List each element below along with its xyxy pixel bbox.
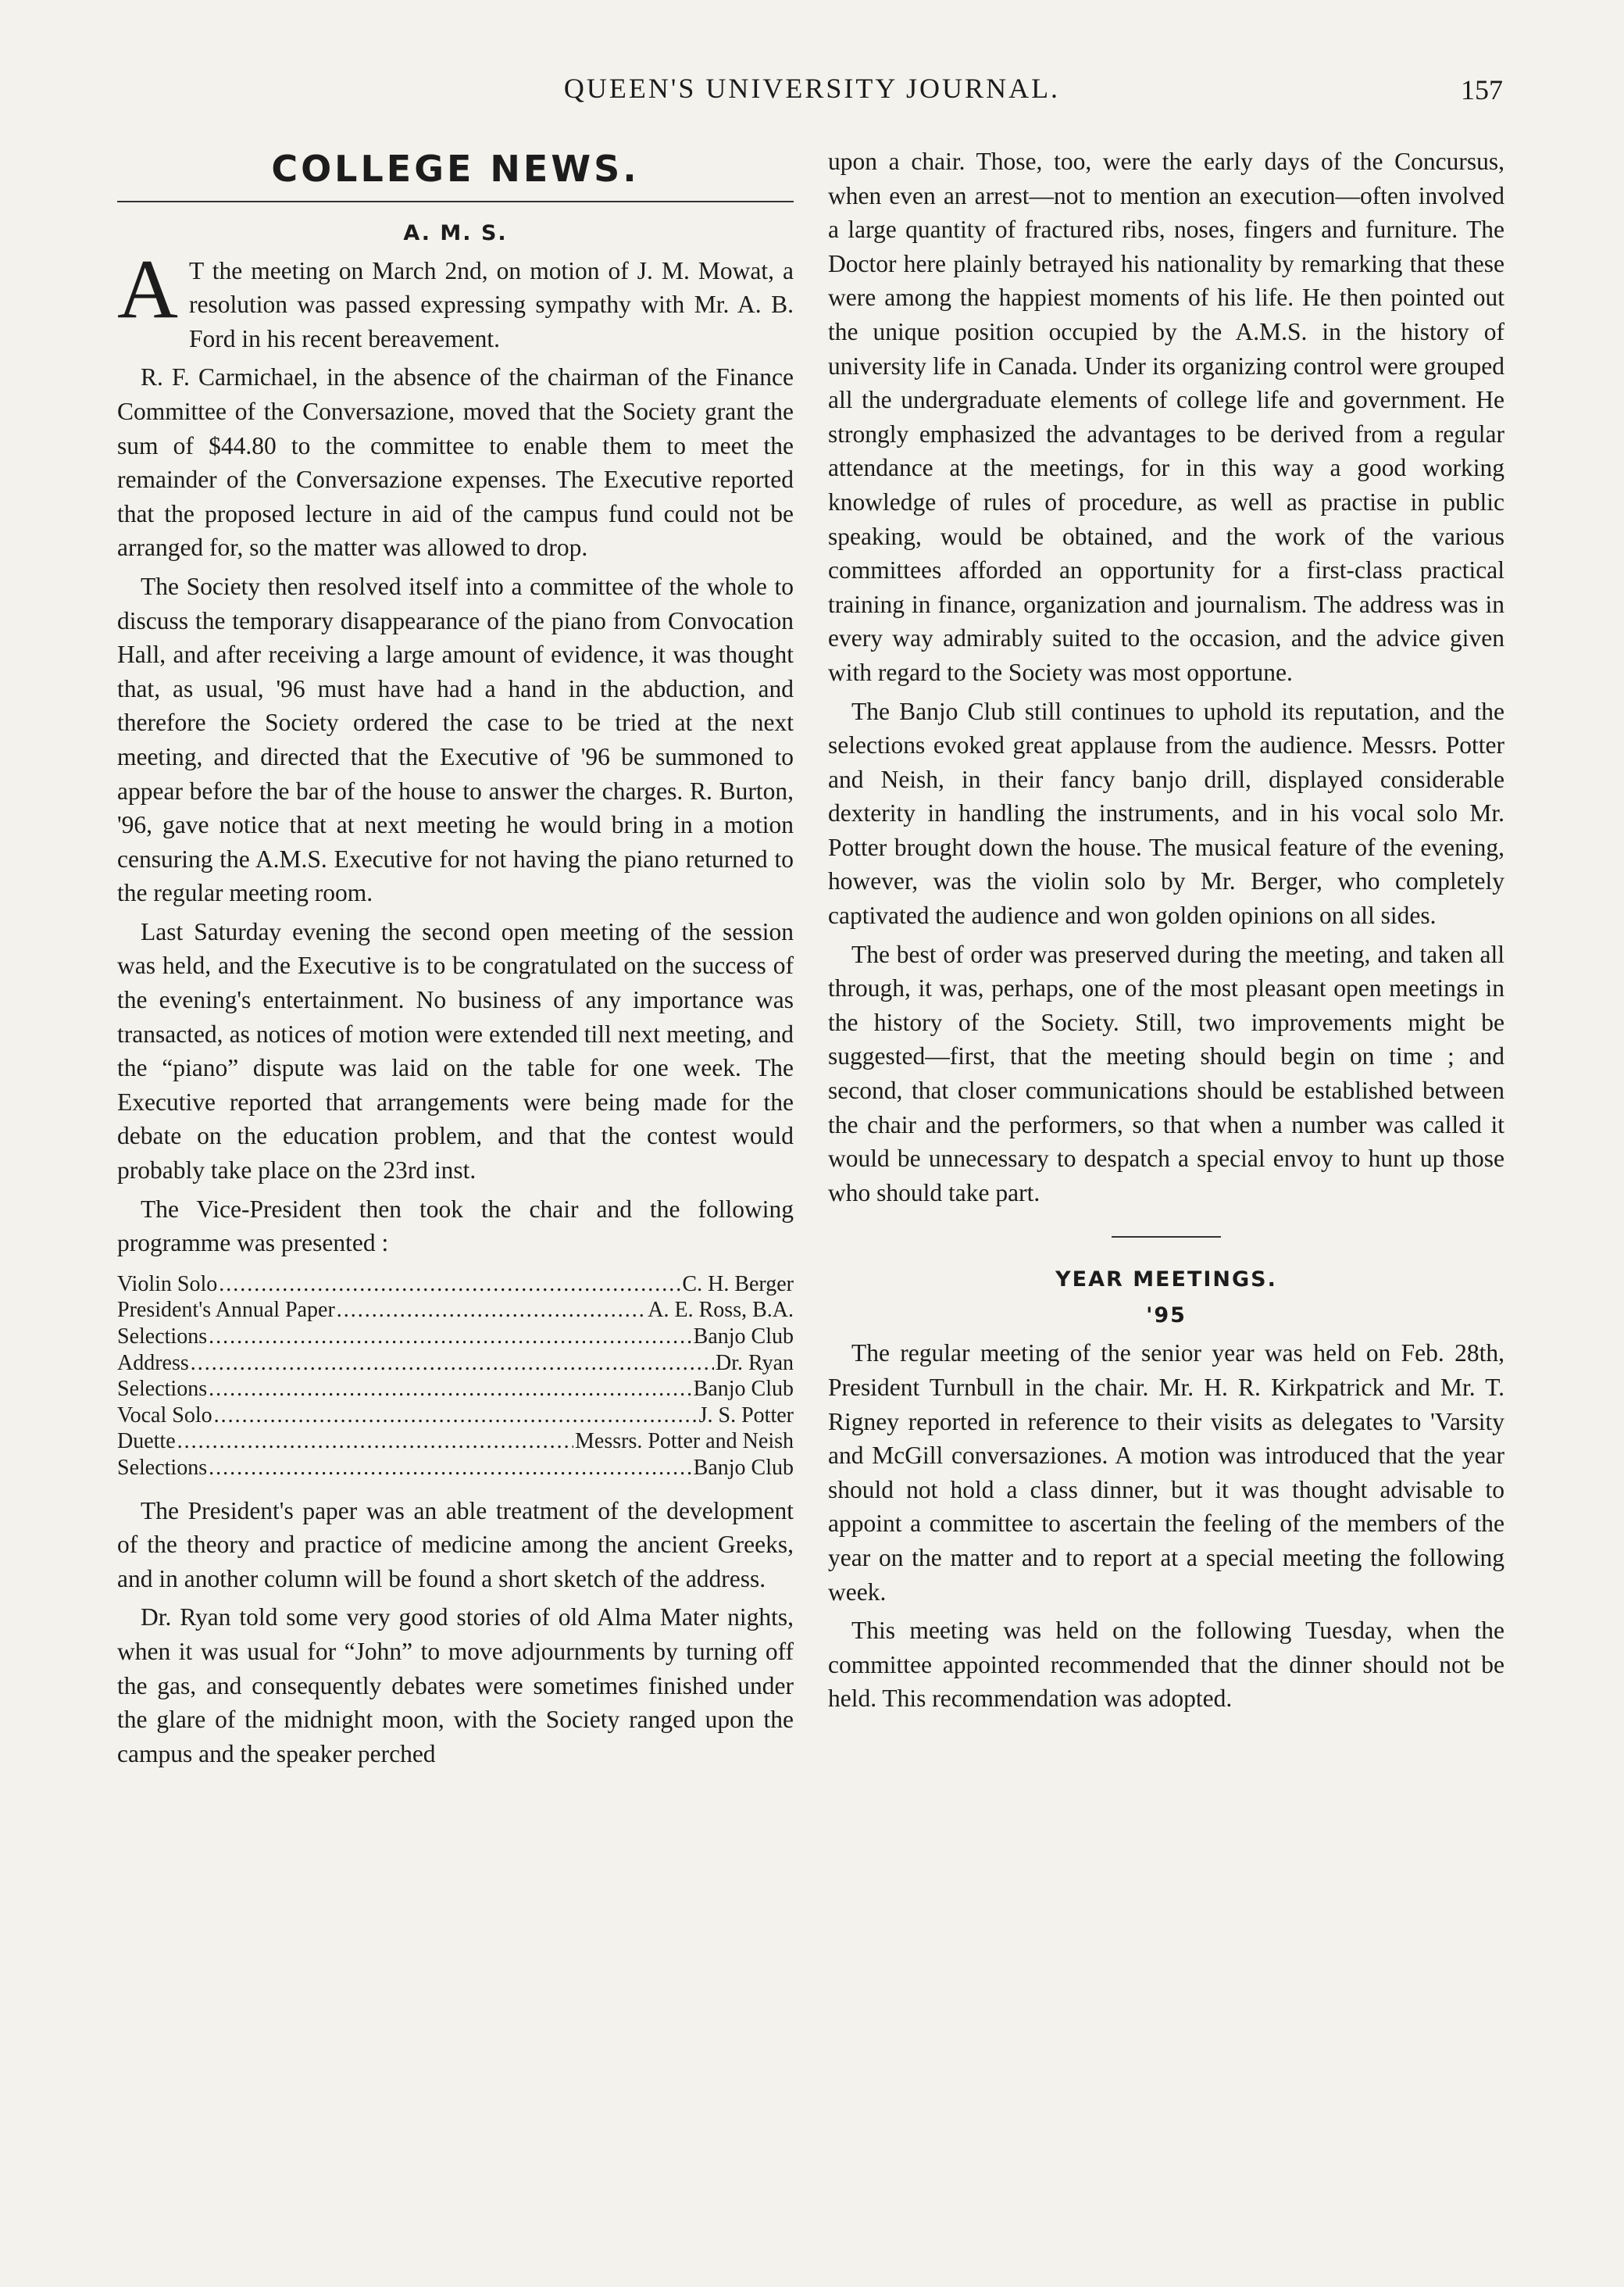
section-divider (1112, 1236, 1221, 1238)
programme-item: Selections (117, 1377, 208, 1402)
year-meetings-paragraph-1: The regular meeting of the senior year was held on Feb. 28th, President Turnbull in the chair. Mr. H. R. Kirkpatrick and Mr. T. Rigney reported in reference to their visits as delegates to 'Varsity and McGill conversaziones. A motion was introduced that the year should not hold a class dinner, but it was thought advisable to appoint a committee to ascertain the feeling of the members of the year on the matter and to report at a special meeting the following week. (828, 1339, 1504, 1606)
ams-paragraph-6: The President's paper was an able treatment of the development of the theory and practice of medicine among the ancient Greeks, and in another column will be found a short sketch of the address. (117, 1496, 794, 1592)
drop-cap: A (117, 242, 178, 336)
ams-paragraph-3: The Society then resolved itself into a committee of the whole to discuss the temporary disappearance of the piano from Convocation Hall, and after receiving a large amount of evidence, it was thought that, as usual, '96 must have had a hand in the abduction, and therefore the Society ordered the case to be tried at the next meeting, and directed that the Executive of '96 be summoned to appear before the bar of the house to answer the charges. R. Burton, '96, gave notice that at next meeting he would bring in a motion censuring the A.M.S. Executive for not having the piano returned to the regular meeting room. (117, 572, 794, 907)
programme-performer: C. H. Berger (682, 1271, 794, 1296)
ams-paragraph-1-text: T the meeting on March 2nd, on motion of J. M. Mowat, a resolution was passed expressing sympathy with Mr. A. B. Ford in his recent bereavement. (189, 256, 794, 352)
programme-row (117, 1455, 794, 1481)
programme-performer: Dr. Ryan (716, 1350, 794, 1375)
programme-item: President's Annual Paper (117, 1298, 335, 1323)
programme-performer: Messrs. Potter and Neish (575, 1429, 794, 1454)
right-column (828, 145, 1504, 1721)
programme-performer: Banjo Club (693, 1324, 794, 1349)
page-header (0, 72, 1624, 119)
programme-item: Violin Solo (117, 1271, 218, 1296)
ams-paragraph-1 (117, 242, 794, 356)
programme-row (117, 1350, 794, 1377)
running-title: QUEEN'S UNIVERSITY JOURNAL. (563, 73, 1061, 104)
year-meetings-heading: YEAR MEETINGS. (1055, 1267, 1277, 1292)
title-rule (117, 201, 794, 202)
programme-item: Selections (117, 1324, 208, 1349)
programme-row (117, 1428, 794, 1455)
ams-heading: A. M. S. (403, 220, 508, 245)
programme-performer: Banjo Club (693, 1455, 794, 1480)
programme-list (117, 1271, 794, 1481)
programme-performer: Banjo Club (693, 1377, 794, 1402)
ams-paragraph-7-continued: upon a chair. Those, too, were the early days of the Concursus, when even an arrest—not to mention an execution—often involved a large quantity of fractured ribs, noses, fingers and furniture. The Doctor here plainly betrayed his nationality by remarking that these were among the happiest moments of his life. He then pointed out the unique position occupied by the A.M.S. in the history of university life in Canada. Under its organizing control were grouped all the undergraduate elements of college life and government. He strongly emphasized the advantages to be derived from a regular attendance at the meetings, for in this way a good working knowledge of rules of procedure, as well as practise in public speaking, would be obtained, and the work of the various committees afforded an opportunity for a first-class practical training in finance, organization and journalism. The address was in every way admirably suited to the occasion, and the advice given with regard to the Society was most opportune. (828, 148, 1504, 686)
page-number: 157 (1461, 74, 1503, 105)
ams-paragraph-9: The best of order was preserved during the meeting, and taken all through, it was, perhaps, one of the most pleasant open meetings in the history of the Society. Still, two improvements might be suggested—first, that the meeting should begin on time ; and second, that closer communications should be established between the chair and the performers, so that when a number was called it would be unnecessary to despatch a special envoy to hunt up those who should take part. (828, 940, 1504, 1206)
ams-paragraph-2: R. F. Carmichael, in the absence of the chairman of the Finance Committee of the Conversazione, moved that the Society grant the sum of $44.80 to the committee to enable them to meet the remainder of the Conversazione expenses. The Executive reported that the proposed lecture in aid of the campus fund could not be arranged for, so the matter was allowed to drop. (117, 363, 794, 562)
programme-item: Duette (117, 1429, 176, 1454)
programme-item: Vocal Solo (117, 1403, 212, 1428)
programme-row (117, 1297, 794, 1324)
programme-row (117, 1376, 794, 1403)
left-column (117, 145, 794, 1775)
ams-paragraph-7: Dr. Ryan told some very good stories of old Alma Mater nights, when it was usual for “John” to move adjournments by turning off the gas, and consequently debates were sometimes finished under the glare of the midnight moon, with the Society ranged upon the campus and the speaker perched (117, 1603, 794, 1767)
programme-row (117, 1324, 794, 1350)
section-title: COLLEGE NEWS. (271, 148, 640, 190)
programme-item: Address (117, 1350, 189, 1375)
ams-paragraph-5: The Vice-President then took the chair and the following programme was presented : (117, 1195, 794, 1257)
programme-row (117, 1271, 794, 1298)
year-meetings-paragraph-2: This meeting was held on the following Tuesday, when the committee appointed recommended that the dinner should not be held. This recommendation was adopted. (828, 1617, 1504, 1713)
programme-performer: J. S. Potter (698, 1403, 794, 1428)
ams-paragraph-4: Last Saturday evening the second open meeting of the session was held, and the Executive is to be congratulated on the success of the evening's entertainment. No business of any importance was transacted, as notices of motion were extended till next meeting, and the “piano” dispute was laid on the table for one week. The Executive reported that arrangements were being made for the debate on the education problem, and that the contest would probably take place on the 23rd inst. (117, 917, 794, 1185)
programme-performer: A. E. Ross, B.A. (648, 1298, 794, 1323)
ams-paragraph-8: The Banjo Club still continues to uphold its reputation, and the selections evoked great applause from the audience. Messrs. Potter and Neish, in their fancy banjo drill, displayed considerable dexterity in handling the instruments, and in his vocal solo Mr. Potter brought down the house. The musical feature of the evening, however, was the violin solo by Mr. Berger, who completely captivated the audience and won golden opinions on all sides. (828, 697, 1504, 930)
year-meetings-subheading: '95 (1146, 1303, 1187, 1328)
programme-item: Selections (117, 1455, 208, 1480)
programme-row (117, 1403, 794, 1429)
